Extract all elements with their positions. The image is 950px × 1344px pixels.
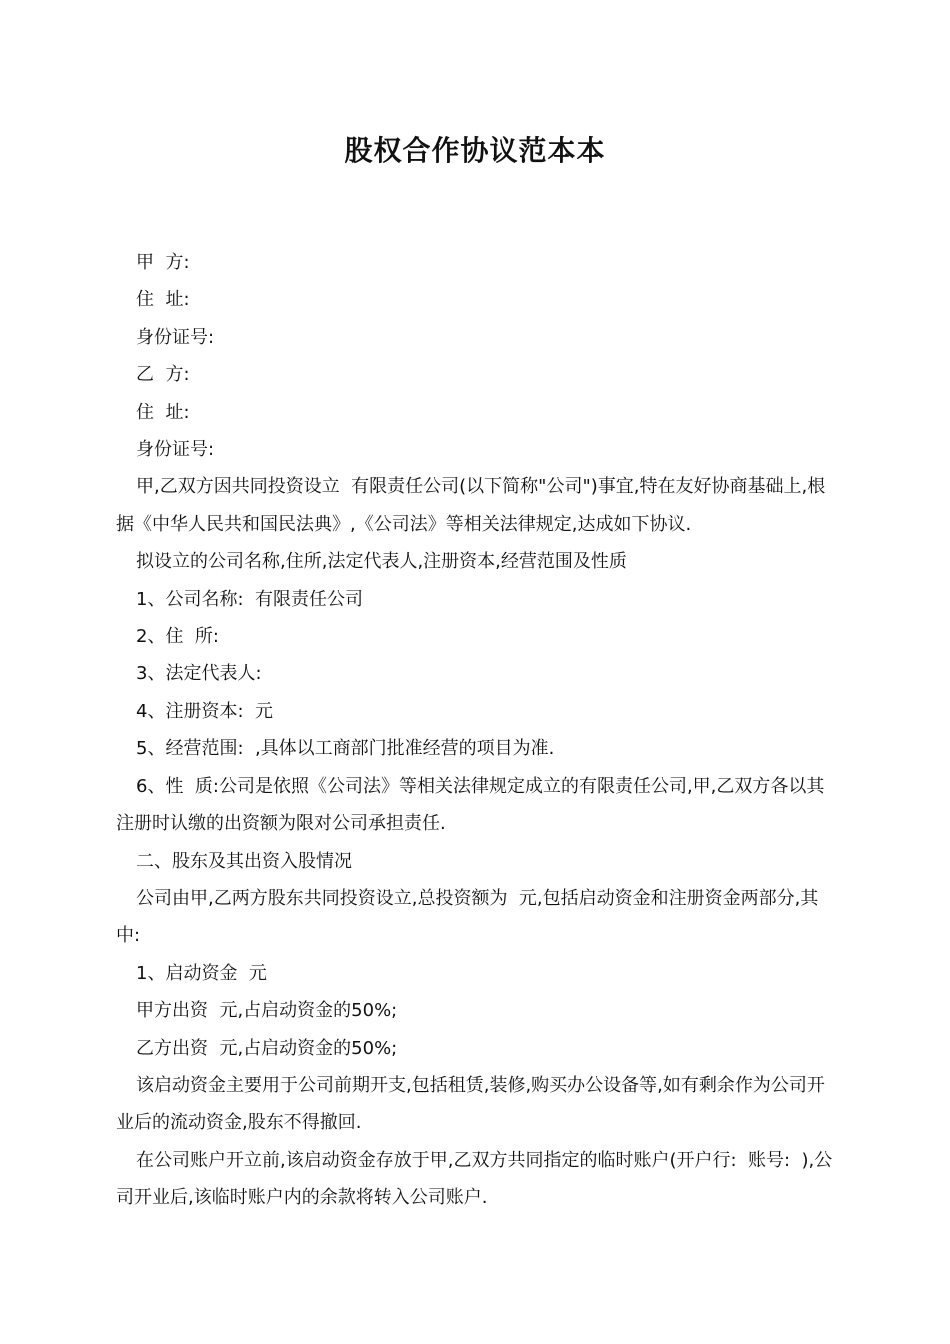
registered-capital-item: 4、注册资本: 元 <box>136 700 273 722</box>
preamble-paragraph: 甲,乙双方因共同投资设立 有限责任公司(以下简称"公司")事宜,特在友好协商基础上,根据《中华人民共和国民法典》,《公司法》等相关法律规定,达成如下协议. <box>116 476 826 535</box>
legal-representative-item: 3、法定代表人: <box>136 663 262 685</box>
section-two-heading: 二、股东及其出资入股情况 <box>136 850 352 872</box>
company-name-item: 1、公司名称: 有限责任公司 <box>136 588 363 610</box>
section-one-heading: 拟设立的公司名称,住所,法定代表人,注册资本,经营范围及性质 <box>136 551 627 573</box>
party-a-contribution-line: 甲方出资 元,占启动资金的50%; <box>136 1000 398 1022</box>
document-body <box>116 244 840 1217</box>
startup-fund-item: 1、启动资金 元 <box>136 962 267 984</box>
document-title: 股权合作协议范本本 <box>344 134 606 167</box>
party-b-id-line: 身份证号: <box>136 439 215 461</box>
party-b-address-line: 住 址: <box>136 401 190 423</box>
company-nature-item: 6、性 质:公司是依照《公司法》等相关法律规定成立的有限责任公司,甲,乙双方各以其注册时认缴的出资额为限对公司承担责任. <box>116 775 825 835</box>
party-a-name-line: 甲 方: <box>136 252 190 273</box>
party-a-id-line: 身份证号: <box>136 326 215 348</box>
temporary-account-paragraph: 在公司账户开立前,该启动资金存放于甲,乙双方共同指定的临时账户(开户行: 账号: ),公司开业后,该临时账户内的余款将转入公司账户. <box>116 1149 833 1209</box>
party-b-contribution-line: 乙方出资 元,占启动资金的50%; <box>136 1037 398 1059</box>
company-address-item: 2、住 所: <box>136 626 219 648</box>
party-a-address-line: 住 址: <box>136 289 190 311</box>
business-scope-item: 5、经营范围: ,具体以工商部门批准经营的项目为准. <box>136 738 555 760</box>
investment-paragraph: 公司由甲,乙两方股东共同投资设立,总投资额为 元,包括启动资金和注册资金两部分,其中: <box>116 887 819 947</box>
party-b-name-line: 乙 方: <box>136 364 190 386</box>
startup-fund-usage-paragraph: 该启动资金主要用于公司前期开支,包括租赁,装修,购买办公设备等,如有剩余作为公司开业后的流动资金,股东不得撤回. <box>116 1074 825 1134</box>
